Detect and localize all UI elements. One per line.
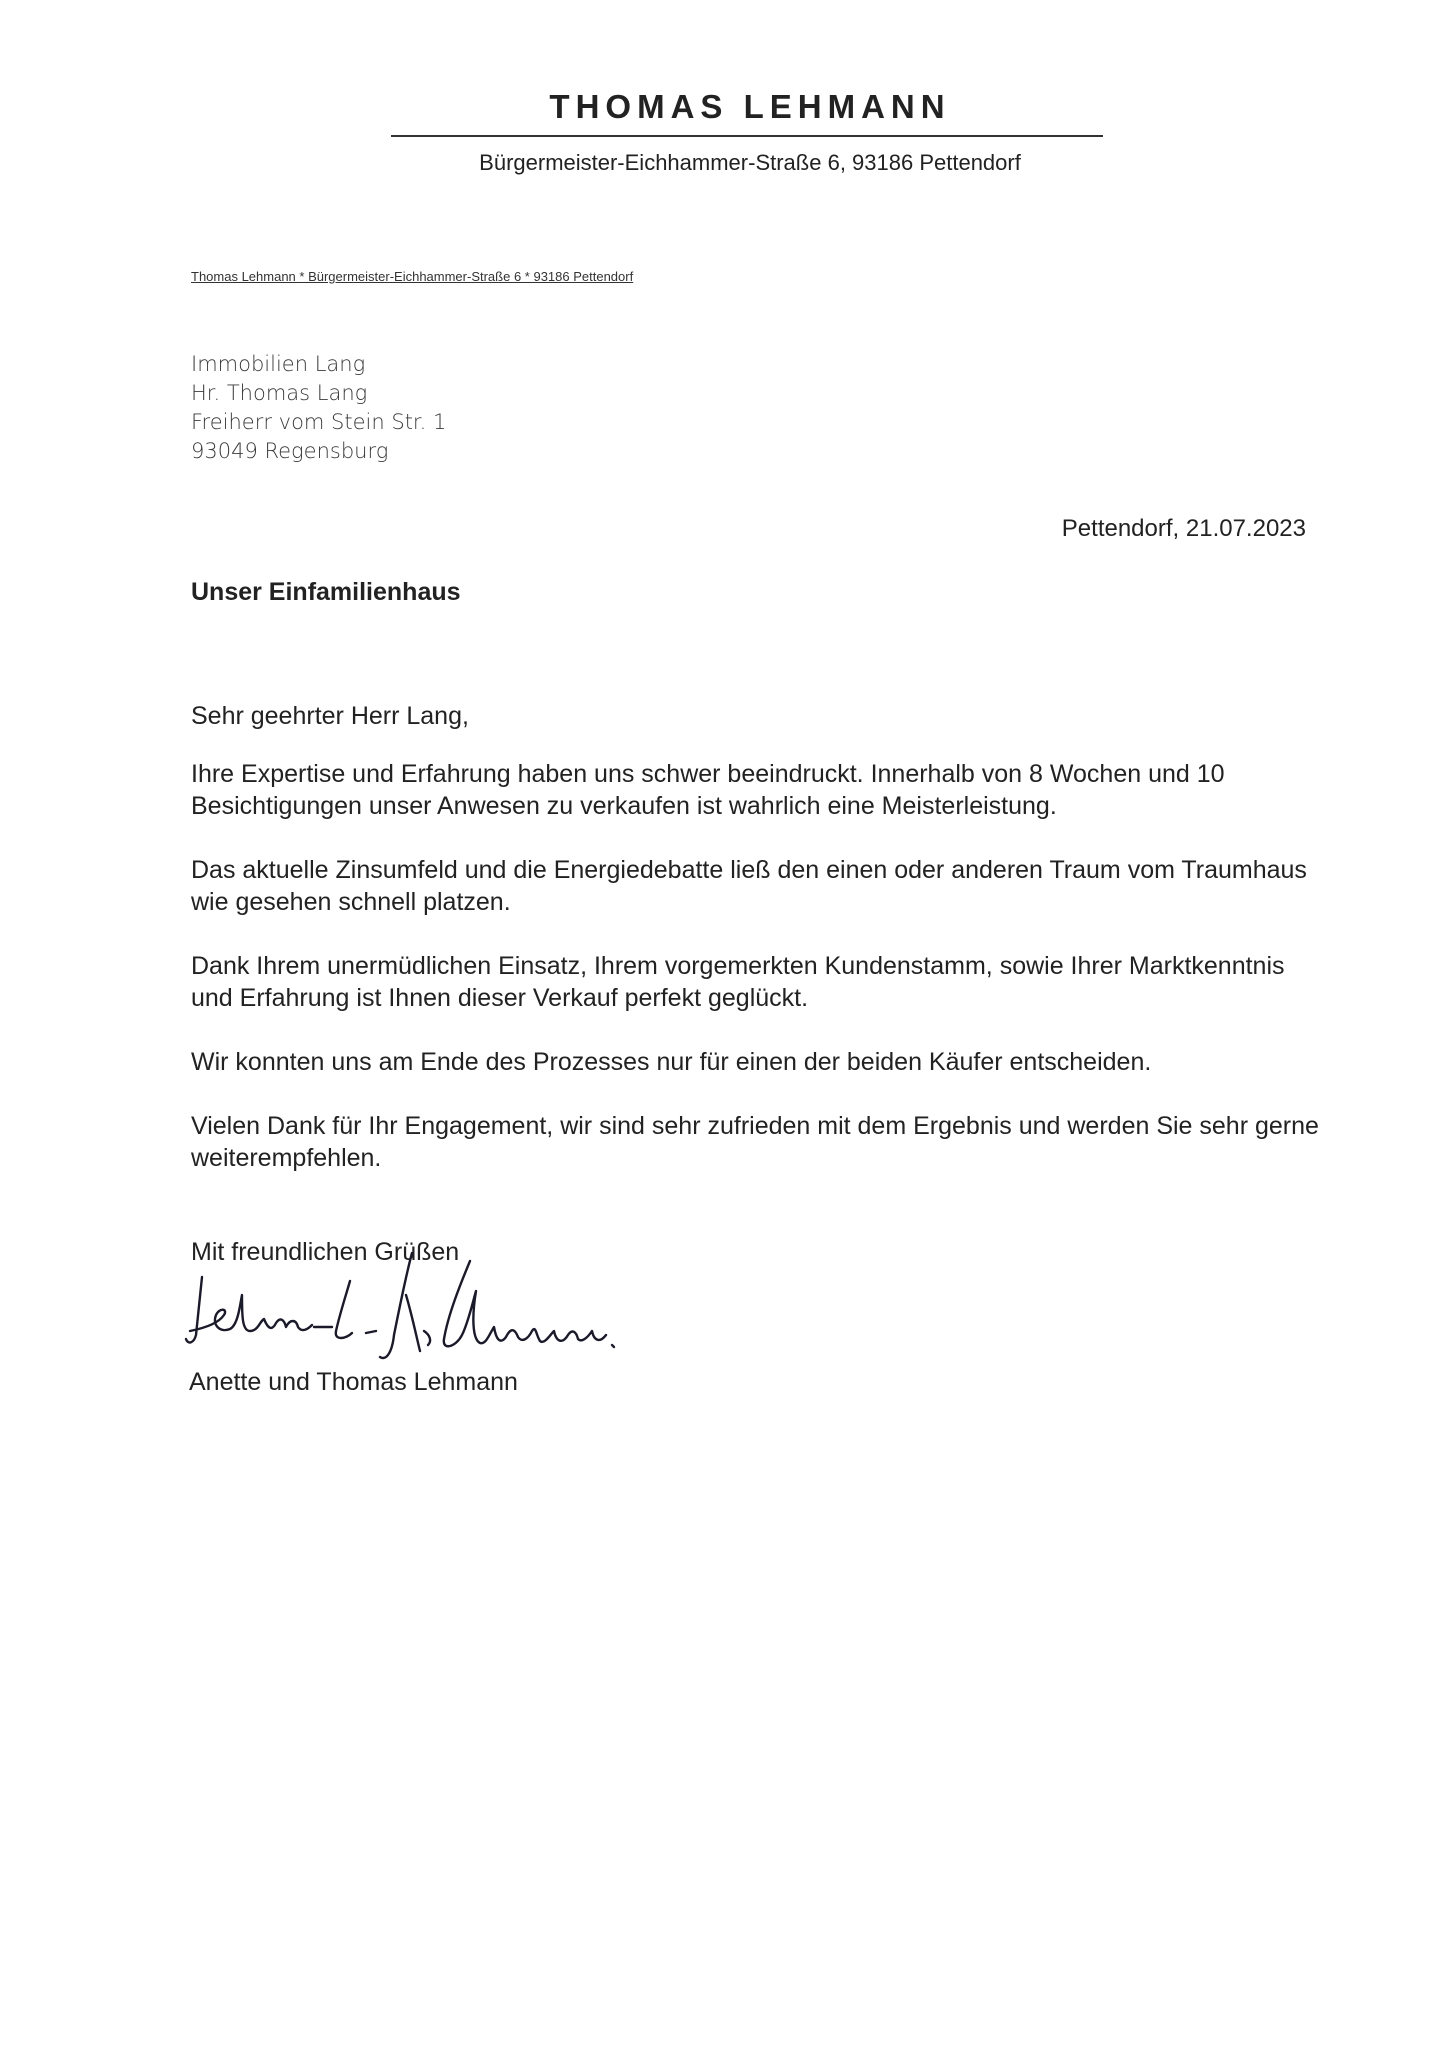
- recipient-street: Freiherr vom Stein Str. 1: [191, 410, 447, 434]
- signer-names: Anette und Thomas Lehmann: [189, 1368, 518, 1396]
- body-paragraph: Das aktuelle Zinsumfeld und die Energiedebatte ließ den einen oder anderen Traum vom Traumhaus wie gesehen schnell platzen.: [191, 856, 1307, 916]
- letterhead-address: Bürgermeister-Eichhammer-Straße 6, 93186 Pettendorf: [479, 150, 1021, 175]
- place-and-date: Pettendorf, 21.07.2023: [1061, 515, 1306, 542]
- recipient-city: 93049 Regensburg: [191, 439, 389, 463]
- signature-stroke: [186, 1277, 202, 1342]
- signature-stroke: [366, 1331, 376, 1333]
- sender-return-address: Thomas Lehmann * Bürgermeister-Eichhammer-Straße 6 * 93186 Pettendorf: [191, 269, 634, 284]
- body-paragraph: Vielen Dank für Ihr Engagement, wir sind sehr zufrieden mit dem Ergebnis und werden Sie sehr gerne weiterempfehlen.: [191, 1112, 1319, 1172]
- letterhead-divider: [391, 135, 1103, 137]
- recipient-company: Immobilien Lang: [191, 352, 366, 376]
- body-paragraph: Ihre Expertise und Erfahrung haben uns schwer beeindruckt. Innerhalb von 8 Wochen und 10 Besichtigungen unser Anwesen zu verkaufen ist wahrlich eine Meisterleistung.: [191, 760, 1225, 820]
- signature-stroke: [424, 1331, 430, 1345]
- recipient-person: Hr. Thomas Lang: [191, 381, 368, 405]
- letterhead-name: THOMAS LEHMANN: [549, 88, 951, 125]
- body-paragraph: Dank Ihrem unermüdlichen Einsatz, Ihrem vorgemerkten Kundenstamm, sowie Ihrer Marktkenntnis und Erfahrung ist Ihnen dieser Verkauf perfekt geglückt.: [191, 952, 1285, 1012]
- signature-stroke: [406, 1295, 420, 1351]
- signature-stroke: [444, 1261, 606, 1346]
- closing-phrase: Mit freundlichen Grüßen: [191, 1238, 460, 1266]
- salutation: Sehr geehrter Herr Lang,: [191, 702, 469, 730]
- handwritten-signatures: [180, 1235, 740, 1375]
- subject-line: Unser Einfamilienhaus: [191, 578, 461, 606]
- signature-stroke: [612, 1345, 614, 1347]
- signature-stroke: [380, 1253, 412, 1358]
- recipient-address-block: [191, 350, 446, 466]
- letter-body: [191, 758, 1321, 1206]
- body-paragraph: Wir konnten uns am Ende des Prozesses nur für einen der beiden Käufer entscheiden.: [191, 1048, 1152, 1076]
- signature-stroke: [336, 1281, 352, 1338]
- signature-stroke: [190, 1295, 312, 1331]
